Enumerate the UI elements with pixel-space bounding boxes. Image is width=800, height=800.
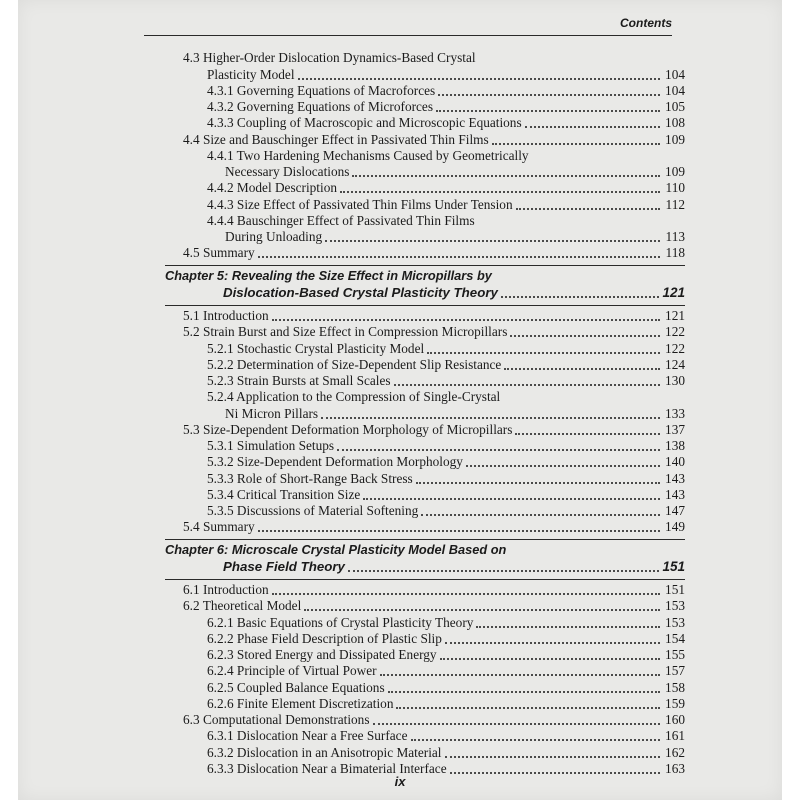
toc-entry-page: 122	[665, 340, 685, 356]
dot-leader	[352, 174, 660, 177]
toc-entry-text: Ni Micron Pillars	[225, 405, 319, 421]
toc-entry-text: 6.2.2 Phase Field Description of Plastic Slip	[207, 630, 442, 646]
toc-entry-text: 5.3.1 Simulation Setups	[207, 438, 335, 453]
toc-entry	[165, 373, 685, 389]
dot-leader	[272, 318, 660, 321]
toc-entry-page: 108	[665, 115, 685, 131]
toc-entry-page: 122	[665, 324, 685, 340]
running-head-title: Contents	[620, 16, 672, 30]
toc-entry-page: 113	[665, 229, 685, 244]
toc-entry-text: Plasticity Model	[207, 66, 295, 82]
dot-leader	[421, 513, 660, 516]
toc-entry-text: 4.4.1 Two Hardening Mechanisms Caused by Geometrically	[207, 147, 529, 163]
toc-entry	[165, 582, 685, 598]
toc-entry-page: 109	[665, 131, 685, 147]
toc-entry	[165, 50, 685, 66]
toc-entry	[165, 614, 685, 630]
toc-entry	[165, 245, 685, 261]
running-head	[144, 13, 672, 36]
toc-entry-page: 104	[665, 66, 685, 82]
dot-leader	[258, 529, 660, 532]
toc-entry-text: 6.3 Computational Demonstrations	[183, 712, 370, 727]
toc-entry-text: 4.4.4 Bauschinger Effect of Passivated Thin Films	[207, 212, 475, 228]
dot-leader	[436, 109, 660, 112]
toc-entry	[165, 213, 685, 229]
dot-leader	[396, 706, 660, 709]
dot-leader	[388, 690, 660, 693]
toc-entry-text: 6.2.4 Principle of Virtual Power	[207, 663, 377, 679]
toc-entry-text: 5.2.3 Strain Bursts at Small Scales	[207, 373, 391, 388]
toc-entry	[165, 99, 685, 115]
toc-entry	[165, 324, 685, 340]
toc-entry-text: 4.4.3 Size Effect of Passivated Thin Films Under Tension	[207, 196, 513, 212]
chapter-title-line: Chapter 6: Microscale Crystal Plasticity Model Based on	[165, 542, 507, 558]
dot-leader	[380, 673, 660, 676]
dot-leader	[416, 481, 660, 484]
toc-entry-page: 143	[665, 470, 685, 486]
toc-entry-page: 162	[665, 744, 685, 760]
toc-entry	[165, 148, 685, 164]
toc-entry-text: 5.2.2 Determination of Size-Dependent Slip Resistance	[207, 356, 502, 372]
toc-entry	[165, 180, 685, 196]
dot-leader	[510, 334, 660, 337]
toc-entry	[165, 83, 685, 99]
toc-entry	[165, 631, 685, 647]
toc-entry	[165, 438, 685, 454]
chapter-divider	[165, 305, 685, 306]
toc-entry-page: 124	[665, 356, 685, 372]
dot-leader	[438, 93, 660, 96]
dot-leader	[501, 295, 660, 298]
chapter-title-line: Chapter 5: Revealing the Size Effect in Micropillars by	[165, 268, 492, 284]
toc-entry-text: 4.4 Size and Bauschinger Effect in Passivated Thin Films	[183, 131, 489, 147]
toc-entry-page: 159	[665, 695, 685, 711]
dot-leader	[411, 738, 661, 741]
toc-entry-page: 161	[665, 728, 685, 744]
book-page	[18, 0, 782, 800]
table-of-contents	[165, 50, 685, 777]
toc-entry-text: 6.3.1 Dislocation Near a Free Surface	[207, 728, 408, 744]
chapter-divider	[165, 579, 685, 580]
toc-entry-page: 158	[665, 679, 685, 695]
chapter-heading	[165, 542, 685, 575]
toc-entry-text: 4.3 Higher-Order Dislocation Dynamics-Based Crystal	[183, 50, 476, 66]
toc-entry-page: 137	[665, 421, 685, 437]
dot-leader	[516, 207, 660, 210]
toc-entry-page: 153	[665, 614, 685, 630]
toc-entry-page: 147	[665, 503, 685, 518]
toc-entry	[165, 503, 685, 519]
toc-entry	[165, 405, 685, 421]
toc-entry-page: 110	[665, 180, 685, 196]
toc-entry-page: 155	[665, 647, 685, 662]
toc-entry-text: 6.3.3 Dislocation Near a Bimaterial Interface	[207, 760, 447, 776]
dot-leader	[427, 351, 660, 354]
toc-entry-page: 121	[665, 308, 685, 323]
toc-entry-page: 138	[665, 438, 685, 453]
chapter-divider	[165, 539, 685, 540]
dot-leader	[445, 641, 660, 644]
dot-leader	[373, 722, 660, 725]
dot-leader	[492, 142, 660, 145]
dot-leader	[348, 569, 660, 572]
toc-entry-text: 5.4 Summary	[183, 519, 255, 535]
toc-entry	[165, 196, 685, 212]
toc-entry-text: 6.3.2 Dislocation in an Anisotropic Material	[207, 744, 442, 760]
dot-leader	[440, 657, 660, 660]
dot-leader	[258, 255, 660, 258]
toc-entry	[165, 663, 685, 679]
toc-entry	[165, 696, 685, 712]
dot-leader	[445, 755, 660, 758]
toc-entry-page: 143	[665, 486, 685, 502]
toc-entry-text: 6.1 Introduction	[183, 582, 269, 597]
toc-entry	[165, 679, 685, 695]
toc-entry-page: 109	[665, 164, 685, 179]
toc-entry-page: 149	[665, 519, 685, 535]
toc-entry	[165, 308, 685, 324]
dot-leader	[272, 592, 660, 595]
toc-entry-page: 163	[665, 760, 685, 776]
chapter-divider	[165, 265, 685, 266]
toc-entry-text: 5.3.2 Size-Dependent Deformation Morphology	[207, 454, 463, 470]
toc-entry-text: 6.2.5 Coupled Balance Equations	[207, 679, 385, 695]
chapter-page: 151	[662, 558, 685, 574]
dot-leader	[340, 190, 660, 193]
toc-entry-text: 4.4.2 Model Description	[207, 180, 337, 196]
toc-entry	[165, 340, 685, 356]
toc-entry	[165, 229, 685, 245]
toc-entry-text: 5.2.4 Application to the Compression of Single-Crystal	[207, 389, 501, 405]
toc-entry	[165, 647, 685, 663]
toc-entry	[165, 454, 685, 470]
toc-entry-page: 160	[665, 712, 685, 727]
dot-leader	[466, 464, 660, 467]
toc-entry-page: 105	[665, 99, 685, 114]
dot-leader	[504, 367, 660, 370]
dot-leader	[476, 625, 660, 628]
toc-entry-text: 6.2.6 Finite Element Discretization	[207, 695, 394, 711]
toc-entry-text: 5.3 Size-Dependent Deformation Morphology of Micropillars	[183, 421, 513, 437]
chapter-title-text: Dislocation-Based Crystal Plasticity Theory	[223, 284, 498, 300]
dot-leader	[394, 383, 660, 386]
chapter-title-text: Phase Field Theory	[223, 558, 345, 574]
toc-entry	[165, 115, 685, 131]
toc-entry-page: 154	[665, 630, 685, 646]
toc-entry	[165, 487, 685, 503]
dot-leader	[525, 125, 660, 128]
toc-entry	[165, 389, 685, 405]
toc-entry-text: 5.2 Strain Burst and Size Effect in Compression Micropillars	[183, 324, 508, 340]
toc-entry	[165, 519, 685, 535]
dot-leader	[298, 77, 660, 80]
toc-entry	[165, 712, 685, 728]
toc-entry-text: 5.3.3 Role of Short-Range Back Stress	[207, 470, 413, 486]
toc-entry	[165, 470, 685, 486]
toc-entry-text: 4.3.2 Governing Equations of Microforces	[207, 99, 433, 114]
toc-entry-page: 130	[665, 373, 685, 388]
toc-entry-text: 4.5 Summary	[183, 245, 255, 261]
dot-leader	[515, 432, 660, 435]
toc-entry-page: 104	[665, 82, 685, 98]
toc-entry	[165, 164, 685, 180]
toc-entry-text: 5.3.4 Critical Transition Size	[207, 486, 361, 502]
dot-leader	[321, 416, 660, 419]
toc-entry-text: 6.2.1 Basic Equations of Crystal Plasticity Theory	[207, 614, 474, 630]
toc-entry-page: 140	[665, 454, 685, 470]
toc-entry	[165, 744, 685, 760]
toc-entry	[165, 131, 685, 147]
toc-entry-page: 118	[665, 245, 685, 261]
dot-leader	[325, 239, 660, 242]
chapter-title-line	[165, 559, 685, 575]
chapter-page: 121	[662, 284, 685, 300]
toc-entry-text: During Unloading	[225, 229, 323, 244]
toc-entry	[165, 422, 685, 438]
toc-entry-text: 4.3.1 Governing Equations of Macroforces	[207, 82, 436, 98]
toc-entry	[165, 357, 685, 373]
toc-entry-text: 5.1 Introduction	[183, 308, 269, 323]
toc-entry-page: 133	[665, 405, 685, 421]
dot-leader	[337, 448, 660, 451]
toc-entry-page: 157	[665, 663, 685, 679]
toc-entry-page: 112	[665, 196, 685, 212]
toc-entry	[165, 728, 685, 744]
toc-entry	[165, 66, 685, 82]
page-number: ix	[394, 774, 406, 789]
toc-entry-text: 5.3.5 Discussions of Material Softening	[207, 503, 419, 518]
toc-entry-text: 4.3.3 Coupling of Macroscopic and Microscopic Equations	[207, 115, 522, 131]
toc-entry-text: 6.2 Theoretical Model	[183, 598, 302, 614]
dot-leader	[304, 608, 660, 611]
toc-entry-text: 5.2.1 Stochastic Crystal Plasticity Model	[207, 340, 425, 356]
toc-entry-page: 153	[665, 598, 685, 614]
chapter-heading	[165, 268, 685, 301]
toc-entry-text: 6.2.3 Stored Energy and Dissipated Energy	[207, 647, 437, 662]
dot-leader	[363, 497, 660, 500]
toc-entry-page: 151	[665, 582, 685, 597]
chapter-title-line	[165, 285, 685, 301]
toc-entry	[165, 598, 685, 614]
toc-entry-text: Necessary Dislocations	[225, 164, 350, 179]
